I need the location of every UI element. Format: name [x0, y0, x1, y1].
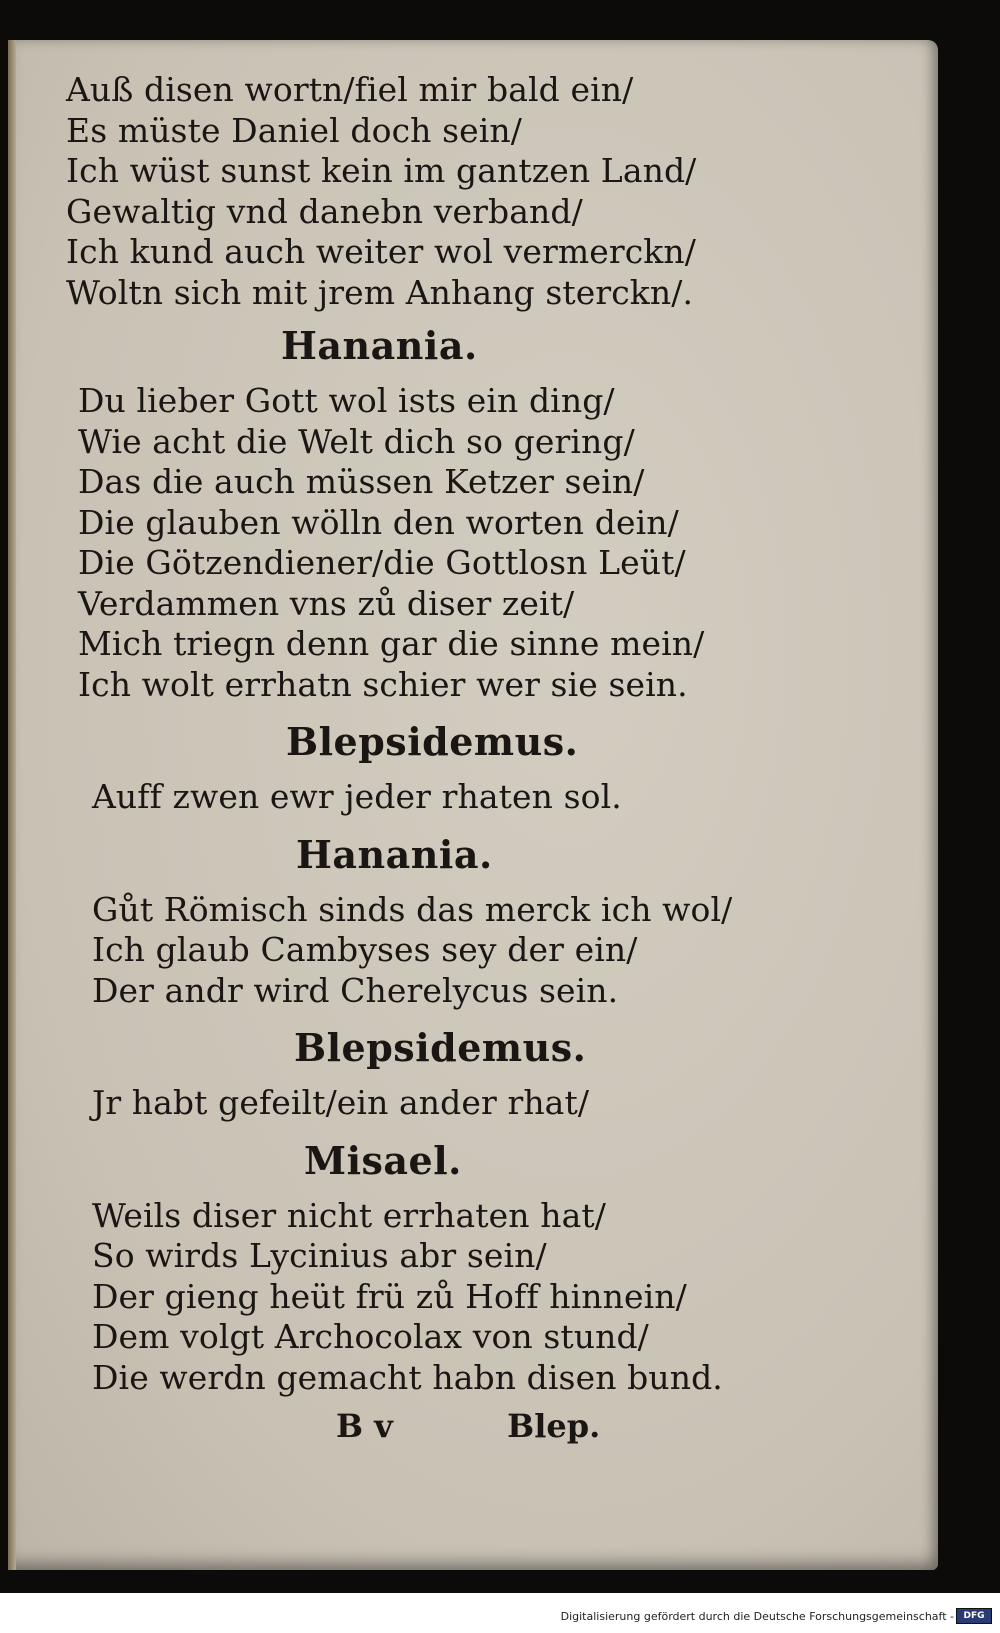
verse-line: Gewaltig vnd danebn verband/ — [66, 191, 583, 231]
verse-line: Auff zwen ewr jeder rhaten sol. — [92, 777, 622, 816]
verse-line: Woltn sich mit jrem Anhang sterckn/. — [66, 272, 694, 312]
verse-line: Verdammen vns zů diser zeit/ — [78, 583, 575, 623]
verse-line: Die glauben wölln den worten dein/ — [78, 502, 679, 542]
catchword: Blep. — [507, 1407, 601, 1445]
verse-line: Der andr wird Cherelycus sein. — [92, 970, 619, 1010]
verse-line: Der gieng heüt frü zů Hoff hinnein/ — [92, 1276, 687, 1316]
verse-line: Die Götzendiener/die Gottlosn Leüt/ — [78, 543, 686, 582]
verse-line: Es müste Daniel doch sein/ — [66, 110, 522, 150]
verse-line: So wirds Lycinius abr sein/ — [92, 1236, 547, 1275]
verse-line: Ich glaub Cambyses sey der ein/ — [92, 930, 638, 969]
verse-line: Wie acht die Welt dich so gering/ — [78, 421, 635, 461]
page-footer — [336, 1404, 846, 1448]
verse-line: Dem volgt Archocolax von stund/ — [92, 1317, 649, 1356]
page-text-block — [66, 70, 846, 1448]
verse-line: Die werdn gemacht habn disen bund. — [92, 1357, 723, 1397]
verse-line: Gůt Römisch sinds das merck ich wol/ — [92, 889, 733, 929]
page-spine-edge — [8, 40, 16, 1570]
verse-line: Ich wolt errhatn schier wer sie sein. — [78, 664, 688, 704]
verse-line: Das die auch müssen Ketzer sein/ — [78, 462, 645, 501]
verse-line: Ich wüst sunst kein im gantzen Land/ — [66, 151, 697, 190]
speaker-heading: Hanania. — [296, 831, 493, 877]
verse-line: Du lieber Gott wol ists ein ding/ — [78, 381, 615, 420]
verse-line: Auß disen wortn/fiel mir bald ein/ — [66, 70, 634, 109]
verse-line: Weils diser nicht errhaten hat/ — [92, 1195, 606, 1235]
verse-line: Ich kund auch weiter wol vermerckn/ — [66, 232, 696, 271]
speaker-heading: Hanania. — [281, 323, 478, 368]
attribution-bar — [0, 1593, 1000, 1633]
verse-line: Jr habt gefeilt/ein ander rhat/ — [92, 1083, 590, 1122]
speaker-heading: Blepsidemus. — [294, 1025, 587, 1070]
verse-line: Mich triegn denn gar die sinne mein/ — [78, 624, 705, 663]
signature-mark: B v — [336, 1407, 393, 1445]
book-page — [8, 40, 938, 1570]
funding-credit: Digitalisierung gefördert durch die Deutsche Forschungsgemeinschaft - — [560, 1610, 954, 1623]
dfg-logo: DFG — [956, 1608, 992, 1624]
speaker-heading: Misael. — [304, 1137, 462, 1183]
speaker-heading: Blepsidemus. — [286, 719, 579, 764]
